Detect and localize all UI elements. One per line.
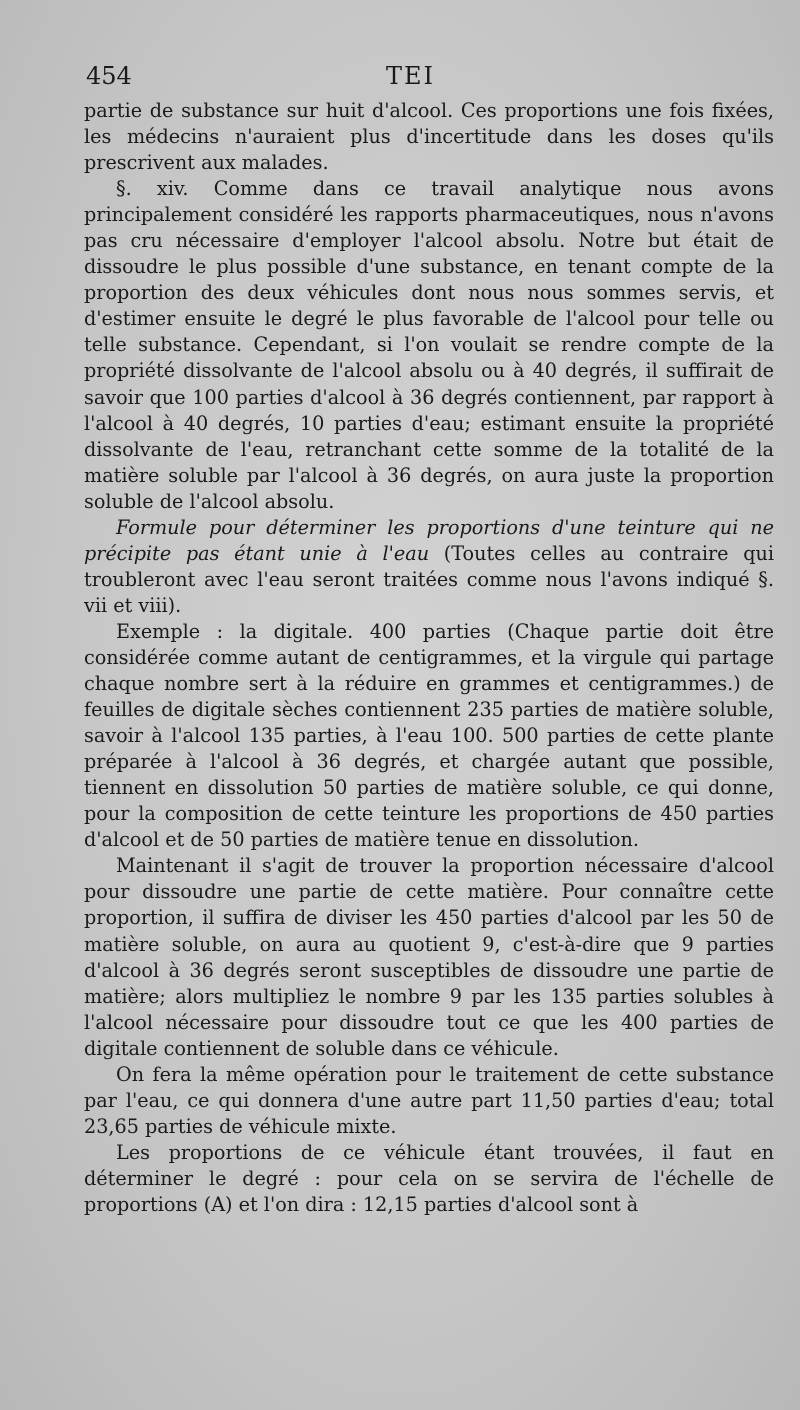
body-text [84,98,774,1218]
paragraph-continuation: partie de substance sur huit d'alcool. Ces proportions une fois fixées, les médecins n'auraient plus d'incertitude dans les doses qu'ils prescrivent aux malades. [84,99,774,175]
running-head: TEI [386,62,436,90]
paragraph-operation: On fera la même opération pour le traitement de cette substance par l'eau, ce qui donnera d'une autre part 11,50 parties d'eau; total 23,65 parties de véhicule mixte. [84,1062,774,1138]
paragraph-section-xiv: §. xiv. Comme dans ce travail analytique nous avons principalement considéré les rapports pharmaceutiques, nous n'avons pas cru nécessaire d'employer l'alcool absolu. Notre but était de dissoudre le plus possible d'une substance, en tenant compte de la proportion des deux véhicules dont nous nous sommes servis, et d'estimer ensuite le degré le plus favorable de l'alcool pour telle ou telle substance. Cependant, si l'on voulait se rendre compte de la propriété dissolvante de l'alcool absolu ou à 40 degrés, il suffirait de savoir que 100 parties d'alcool à 36 degrés contiennent, par rapport à l'alcool à 40 degrés, 10 parties d'eau; estimant ensuite la propriété dissolvante de l'eau, retranchant cette somme de la totalité de la matière soluble par l'alcool à 36 degrés, on aura juste la proportion soluble de l'alcool absolu. [84,177,774,513]
paragraph-example: Exemple : la digitale. 400 parties (Chaque partie doit être considérée comme autant de centigrammes, et la virgule qui partage chaque nombre sert à la réduire en grammes et centigrammes.) de feuilles de digitale sèches contiennent 235 parties de matière soluble, savoir à l'alcool 135 parties, à l'eau 100. 500 parties de cette plante préparée à l'alcool à 36 degrés, et chargée autant que possible, tiennent en dissolution 50 parties de matière soluble, ce qui donne, pour la composition de cette teinture les proportions de 450 parties d'alcool et de 50 parties de matière tenue en dissolution. [84,619,774,852]
formula-heading [84,515,774,619]
formula-heading-note: (Toutes celles au contraire qui troubleront avec l'eau seront traitées comme nous l'avons indiqué §. vii et viii). [84,541,774,617]
page-number: 454 [86,62,132,90]
formula-heading-italic: Formule pour déterminer les proportions d'une teinture qui ne précipite pas étant unie à l'eau [84,515,774,565]
page-header [86,62,776,98]
paragraph-proportions: Les proportions de ce véhicule étant trouvées, il faut en déterminer le degré : pour cela on se servira de l'échelle de proportions (A) et l'on dira : 12,15 parties d'alcool sont à [84,1140,774,1216]
paragraph-maintenant: Maintenant il s'agit de trouver la proportion nécessaire d'alcool pour dissoudre une partie de cette matière. Pour connaître cette proportion, il suffira de diviser les 450 parties d'alcool par les 50 de matière soluble, on aura au quotient 9, c'est-à-dire que 9 parties d'alcool à 36 degrés seront susceptibles de dissoudre une partie de matière; alors multipliez le nombre 9 par les 135 parties solubles à l'alcool nécessaire pour dissoudre tout ce que les 400 parties de digitale contiennent de soluble dans ce véhicule. [84,854,774,1060]
